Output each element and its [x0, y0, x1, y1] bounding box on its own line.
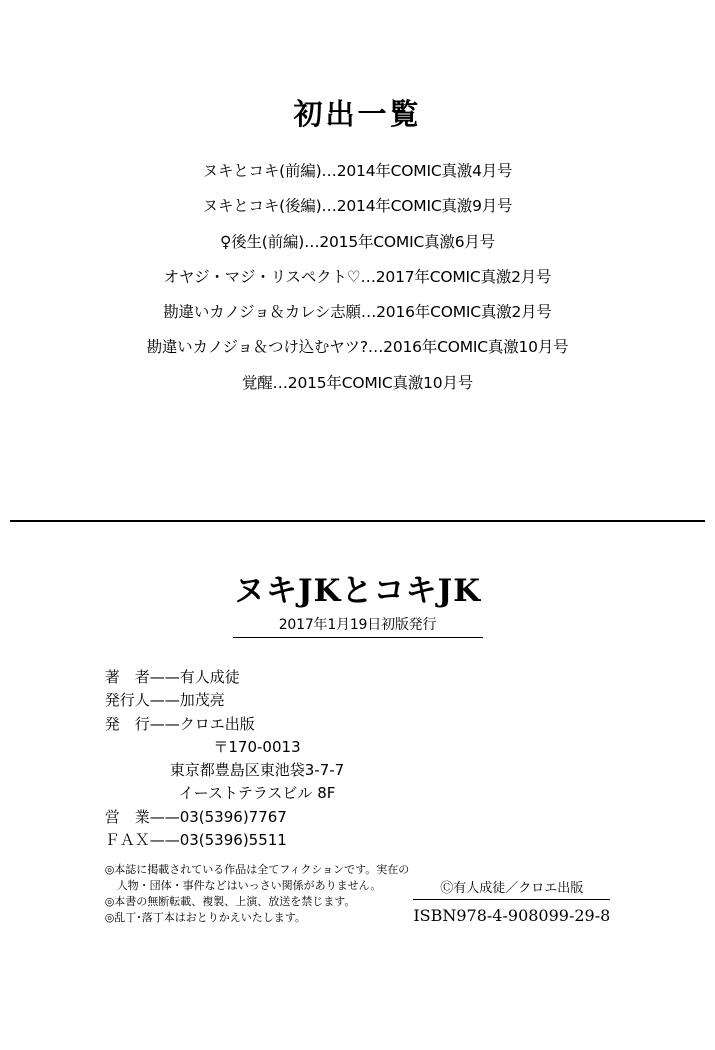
imprint-value: ——加茂亮 [149, 691, 225, 710]
section-title: 初出一覧 [293, 97, 422, 131]
publication-date: 2017年1月19日初版発行 [233, 614, 483, 638]
contact-row [105, 806, 410, 829]
section-divider [10, 520, 705, 522]
first-appearance-section [0, 0, 715, 391]
notice-line: 人物・団体・事件などはいっさい関係がありません。 [116, 878, 382, 892]
first-appearance-list [0, 163, 715, 391]
imprint-row [105, 666, 410, 689]
list-item: 勘違いカノジョ＆つけ込むヤツ?…2016年COMIC真激10月号 [146, 338, 569, 357]
isbn-line: ISBN978-4-908099-29-8 [413, 905, 611, 925]
notice-line: ◎乱丁･落丁本はおとりかえいたします。 [104, 910, 306, 924]
imprint-label: 発 行 [104, 714, 150, 733]
address-line: イーストテラスビル 8F [178, 784, 336, 803]
notice-line: ◎本書の無断転載、複製、上演、放送を禁じます。 [104, 894, 356, 908]
list-item: ヌキとコキ(前編)…2014年COMIC真激4月号 [202, 162, 513, 180]
notices-block [105, 862, 410, 926]
list-item: 覚醒…2015年COMIC真激10月号 [241, 373, 474, 392]
contact-value: ——03(5396)5511 [149, 830, 287, 849]
list-item: オヤジ・マジ・リスペクト♡…2017年COMIC真激2月号 [163, 267, 552, 286]
list-item: 勘違いカノジョ＆カレシ志願…2016年COMIC真激2月号 [163, 303, 552, 322]
contact-label: 営 業 [104, 807, 150, 826]
contact-value: ——03(5396)7767 [149, 807, 287, 826]
imprint-row [105, 713, 410, 736]
imprint-label: 著 者 [104, 668, 150, 686]
imprint-row [105, 689, 410, 712]
copyright-block [413, 877, 610, 925]
book-title: ヌキJKとコキJK [233, 573, 482, 609]
address-line: 東京都豊島区東池袋3-7-7 [169, 761, 345, 779]
list-item: ヌキとコキ(後編)…2014年COMIC真激9月号 [202, 197, 513, 216]
contact-row [105, 829, 410, 852]
imprint-value: ——有人成徒 [149, 668, 240, 686]
copyright-line: Ⓒ有人成徒／クロエ出版 [413, 877, 610, 900]
address-line: 〒170-0013 [213, 737, 301, 756]
colophon-section [0, 565, 715, 928]
imprint-value: ——クロエ出版 [149, 714, 255, 733]
list-item: ♀後生(前編)…2015年COMIC真激6月号 [220, 232, 495, 251]
imprint-block [105, 666, 410, 928]
imprint-label: 発行人 [104, 691, 150, 710]
notice-line: ◎本誌に掲載されている作品は全てフィクションです。実在の [104, 863, 410, 876]
contact-label: ＦＡＸ [104, 830, 150, 849]
